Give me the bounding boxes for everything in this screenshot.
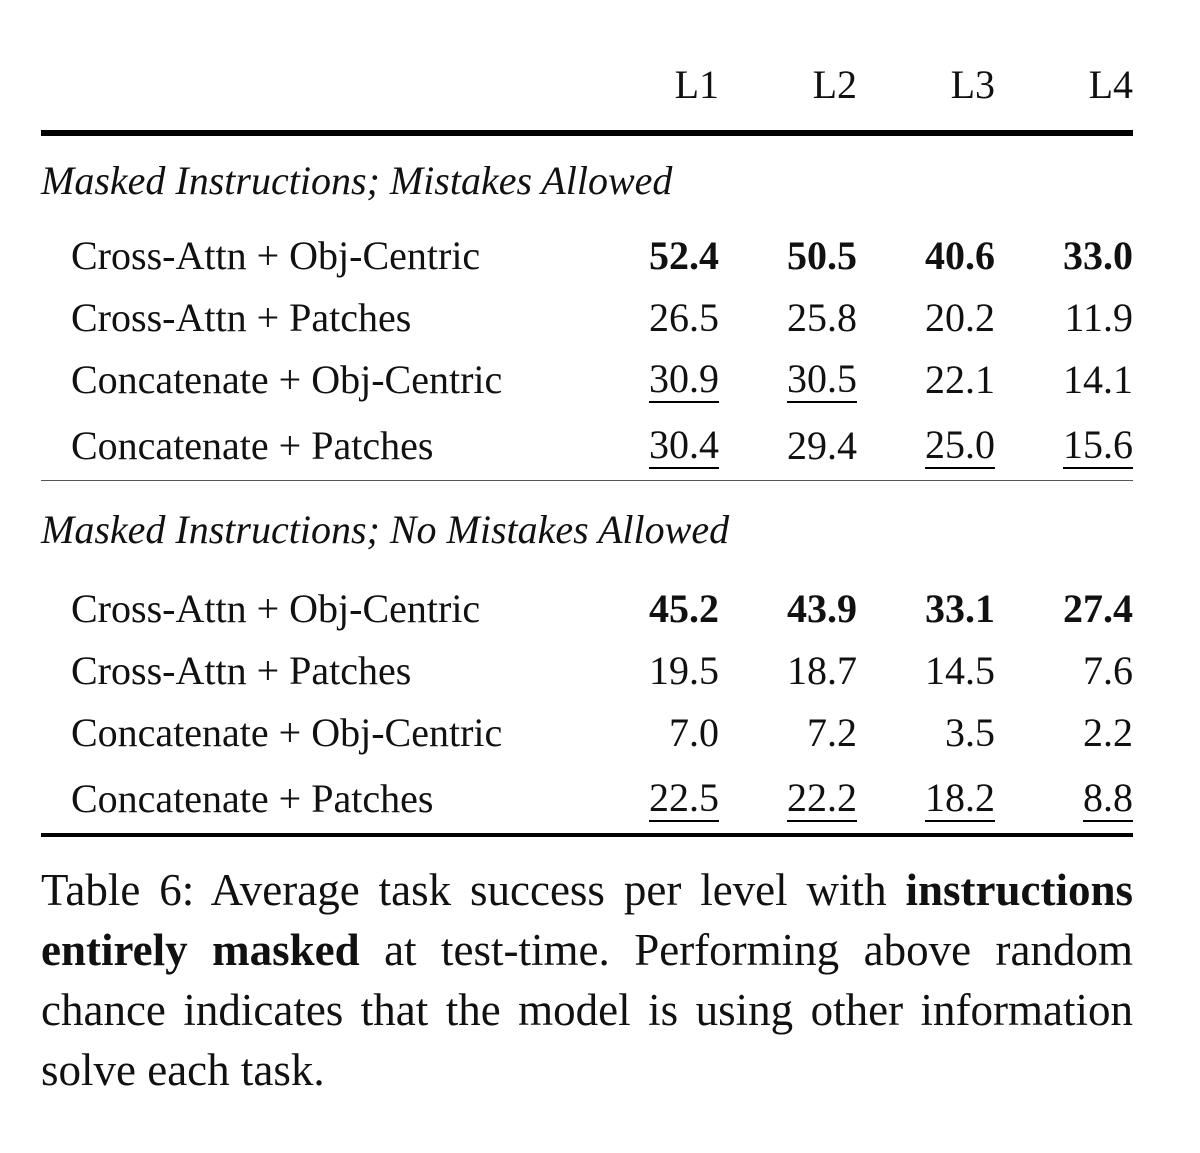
table-row	[41, 410, 1133, 481]
cell-value: 19.5	[649, 647, 719, 693]
cell-value: 8.8	[1083, 775, 1133, 820]
cell-value: 7.0	[669, 709, 719, 755]
cell-value: 40.6	[925, 232, 995, 278]
cell-value: 18.7	[787, 647, 857, 693]
caption-suffix: at test-time. Performing above random chance indicates that the model is using other information solve each task.	[41, 925, 1133, 1095]
cell-value: 30.9	[649, 356, 719, 401]
caption-bold: instructions entirely masked	[41, 865, 1133, 975]
cell-value: 27.4	[1063, 585, 1133, 631]
header-l3: L3	[950, 61, 995, 107]
header-l2: L2	[812, 61, 857, 107]
cell-value: 33.1	[925, 585, 995, 631]
row-method: Cross-Attn + Obj-Centric	[71, 232, 481, 278]
header-l1: L1	[674, 61, 719, 107]
cell-value: 25.8	[787, 294, 857, 340]
cell-value: 22.5	[649, 775, 719, 820]
cell-value: 29.4	[787, 422, 857, 468]
cell-value: 7.6	[1083, 647, 1133, 693]
cell-value: 11.9	[1064, 294, 1133, 340]
table-row	[41, 286, 1133, 348]
cell-value: 22.2	[787, 775, 857, 820]
cell-value: 50.5	[787, 232, 857, 278]
cell-value: 18.2	[925, 775, 995, 820]
cell-value: 3.5	[945, 709, 995, 755]
row-method: Concatenate + Obj-Centric	[71, 709, 503, 755]
table-row	[41, 348, 1133, 410]
section-header	[41, 481, 1133, 577]
section-header	[41, 136, 1133, 224]
cell-value: 45.2	[649, 585, 719, 631]
cell-value: 25.0	[925, 422, 995, 467]
header-row	[41, 38, 1133, 132]
cell-value: 52.4	[649, 232, 719, 278]
header-l4: L4	[1088, 61, 1133, 107]
table-row	[41, 701, 1133, 763]
results-table-container	[41, 38, 1133, 837]
table-row	[41, 639, 1133, 701]
section-title-mistakes-allowed: Masked Instructions; Mistakes Allowed	[41, 157, 673, 203]
table-caption	[41, 860, 1133, 1100]
results-table	[41, 38, 1133, 837]
cell-value: 26.5	[649, 294, 719, 340]
cell-value: 15.6	[1063, 422, 1133, 467]
cell-value: 2.2	[1083, 709, 1133, 755]
row-method: Concatenate + Patches	[71, 422, 434, 468]
cell-value: 7.2	[807, 709, 857, 755]
table-row	[41, 224, 1133, 286]
caption-prefix: Table 6: Average task success per level with	[41, 865, 906, 915]
cell-value: 33.0	[1063, 232, 1133, 278]
row-method: Cross-Attn + Patches	[71, 647, 412, 693]
row-method: Concatenate + Patches	[71, 775, 434, 821]
cell-value: 22.1	[925, 356, 995, 402]
cell-value: 20.2	[925, 294, 995, 340]
table-row	[41, 763, 1133, 835]
cell-value: 14.1	[1063, 356, 1133, 402]
row-method: Concatenate + Obj-Centric	[71, 356, 503, 402]
cell-value: 30.4	[649, 422, 719, 467]
header-method	[41, 38, 581, 132]
section-title-no-mistakes-allowed: Masked Instructions; No Mistakes Allowed	[41, 506, 730, 552]
cell-value: 14.5	[925, 647, 995, 693]
row-method: Cross-Attn + Obj-Centric	[71, 585, 481, 631]
bottom-rule	[41, 835, 1133, 837]
table-row	[41, 577, 1133, 639]
row-method: Cross-Attn + Patches	[71, 294, 412, 340]
cell-value: 30.5	[787, 356, 857, 401]
cell-value: 43.9	[787, 585, 857, 631]
